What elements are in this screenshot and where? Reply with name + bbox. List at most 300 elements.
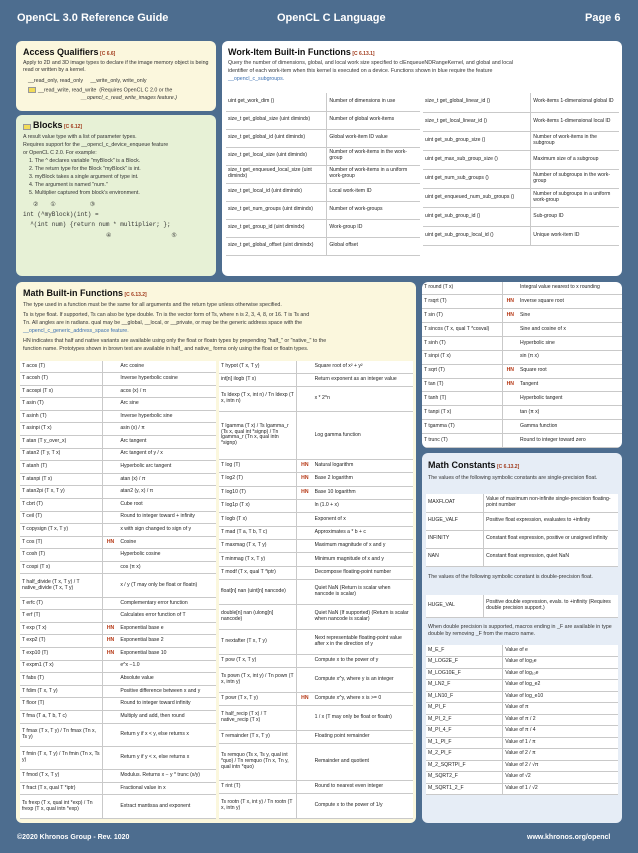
table-cell: Arc tangent bbox=[118, 436, 216, 449]
table-cell: sin (π x) bbox=[518, 350, 622, 364]
table-cell bbox=[102, 770, 118, 783]
table-cell: Square root of x² + y² bbox=[313, 361, 413, 373]
table-row bbox=[426, 703, 618, 715]
table-cell: T remainder (T x, T y) bbox=[219, 730, 297, 743]
table-row bbox=[423, 93, 619, 112]
table-cell: M_SQRT1_2_F bbox=[426, 783, 503, 795]
table-row bbox=[422, 406, 622, 420]
blocks-item: 2. The return type for the Block "myBlock" is int. bbox=[29, 166, 141, 172]
table-cell: T exp10 (T) bbox=[20, 648, 102, 661]
math-title-row bbox=[23, 288, 147, 299]
table-row bbox=[20, 461, 216, 474]
code-callouts-top: ② ① ③ bbox=[33, 201, 96, 208]
table-cell: Positive difference between x and y bbox=[118, 685, 216, 698]
table-cell: T fmin (T x, T y) / Tn fmin (Tn x, Ts y) bbox=[20, 746, 102, 769]
table-row bbox=[422, 364, 622, 378]
table-cell: Number of subgroups in the work-group bbox=[531, 169, 619, 188]
table-cell bbox=[297, 526, 313, 539]
table-cell bbox=[102, 398, 118, 411]
table-cell: T atanpi (T x) bbox=[20, 473, 102, 486]
table-cell: HN bbox=[502, 364, 518, 378]
table-row bbox=[20, 549, 216, 562]
table-row bbox=[219, 526, 413, 539]
table-cell bbox=[502, 336, 518, 350]
table-cell: float[n] nan (uint[n] nancode) bbox=[219, 580, 297, 605]
table-cell: tan (π x) bbox=[518, 406, 622, 420]
table-cell: Value of maximum non-infinite single-precision floating-point number bbox=[484, 494, 618, 512]
table-cell: Floating point remainder bbox=[313, 730, 413, 743]
table-cell: T log10 (T) bbox=[219, 486, 297, 499]
table-cell: double[n] nan (ulong[n] nancode) bbox=[219, 604, 297, 629]
table-cell: T rint (T) bbox=[219, 780, 297, 793]
code-line-2: ^(int num) {return num * multiplier; }; bbox=[23, 221, 171, 228]
table-cell: uint get_work_dim () bbox=[226, 93, 327, 111]
table-row bbox=[423, 112, 619, 131]
table-cell bbox=[102, 698, 118, 711]
table-cell bbox=[102, 673, 118, 686]
table-row bbox=[226, 219, 420, 237]
table-cell: Number of work-items in the work-group bbox=[327, 147, 420, 165]
table-row bbox=[219, 580, 413, 605]
table-row bbox=[20, 511, 216, 524]
table-cell: Value of √2 bbox=[503, 772, 618, 784]
table-row bbox=[219, 744, 413, 780]
math-desc: The type used in a function must be the same for all arguments and the return type unless otherwise specified. bbox=[23, 302, 282, 308]
table-cell: T minmag (T x, T y) bbox=[219, 553, 297, 566]
table-row bbox=[219, 486, 413, 499]
table-cell: x * 2^n bbox=[313, 387, 413, 412]
math-desc: Ts is type float. If supported, Ts can also be type double. Tn is the vector form of Ts, where n is 2, 3, 4, 8, or 16. T is Ts and bbox=[23, 312, 310, 318]
table-cell bbox=[502, 392, 518, 406]
table-cell bbox=[102, 685, 118, 698]
table-cell: T acos (T) bbox=[20, 361, 102, 373]
table-cell: M_LOG2E_F bbox=[426, 657, 503, 669]
table-cell: size_t get_global_id (uint dimindx) bbox=[226, 129, 327, 147]
table-row bbox=[226, 183, 420, 201]
table-row bbox=[426, 645, 618, 657]
table-row bbox=[426, 772, 618, 784]
table-cell: Value of log_e10 bbox=[503, 691, 618, 703]
access-desc: Apply to 2D and 3D image types to declare if the image memory object is being read or written by a kernel. bbox=[23, 60, 209, 73]
table-cell: Fractional value in x bbox=[118, 782, 216, 795]
table-row bbox=[226, 111, 420, 129]
table-cell: T round (T x) bbox=[422, 282, 502, 295]
table-cell: Work-group ID bbox=[327, 219, 420, 237]
table-cell: HN bbox=[297, 473, 313, 486]
table-cell: Inverse square root bbox=[518, 295, 622, 309]
table-cell: Square root bbox=[518, 364, 622, 378]
table-cell: uint get_sub_group_id () bbox=[423, 207, 531, 226]
table-cell: M_LOG10E_F bbox=[426, 668, 503, 680]
math-desc: function name. Prototypes shown in brown text are available in half_ and native_ forms only using the float or floatn types. bbox=[23, 346, 309, 352]
table-cell: Hyperbolic arc tangent bbox=[118, 461, 216, 474]
table-cell: T fract (T x, qual T *iptr) bbox=[20, 782, 102, 795]
table-cell: T trunc (T) bbox=[422, 434, 502, 448]
table-cell: Inverse hyperbolic sine bbox=[118, 410, 216, 423]
table-cell: Work-items 1-dimensional local ID bbox=[531, 112, 619, 131]
table-cell bbox=[297, 629, 313, 654]
table-row bbox=[426, 668, 618, 680]
table-cell bbox=[102, 385, 118, 398]
table-cell: NAN bbox=[426, 548, 484, 566]
table-cell: T fmax (T x, T y) / Tn fmax (Tn x, Ts y) bbox=[20, 723, 102, 746]
table-cell: uint get_num_sub_groups () bbox=[423, 169, 531, 188]
table-cell bbox=[102, 448, 118, 461]
table-cell: T sqrt (T) bbox=[422, 364, 502, 378]
blocks-title: Blocks bbox=[33, 120, 63, 130]
table-cell: T tanpi (T x) bbox=[422, 406, 502, 420]
table-row bbox=[20, 782, 216, 795]
table-cell: Round to integer toward zero bbox=[518, 434, 622, 448]
guide-title: OpenCL 3.0 Reference Guide bbox=[17, 12, 169, 24]
table-cell: size_t get_global_linear_id () bbox=[423, 93, 531, 112]
table-cell: Number of work-items in a uniform work-group bbox=[327, 165, 420, 183]
table-cell bbox=[297, 654, 313, 667]
table-cell: Arc cosine bbox=[118, 361, 216, 373]
table-row bbox=[422, 420, 622, 434]
table-cell: Ts pown (T x, int y) / Tn pown (T x, intn y) bbox=[219, 667, 297, 692]
table-cell: size_t get_global_offset (uint dimindx) bbox=[226, 237, 327, 255]
table-cell: T acospi (T x) bbox=[20, 385, 102, 398]
table-cell: HN bbox=[102, 536, 118, 549]
table-cell: Extract mantissa and exponent bbox=[118, 795, 216, 819]
table-cell: T atan2 (T y, T x) bbox=[20, 448, 102, 461]
table-row bbox=[219, 459, 413, 472]
table-row bbox=[422, 336, 622, 350]
table-row bbox=[422, 350, 622, 364]
page-header bbox=[0, 0, 638, 34]
table-row bbox=[20, 622, 216, 635]
table-cell: Log gamma function bbox=[313, 412, 413, 460]
table-row bbox=[20, 673, 216, 686]
table-cell: Return y if x < y, else returns x bbox=[118, 723, 216, 746]
table-row bbox=[422, 309, 622, 323]
table-cell: HUGE_VAL bbox=[426, 595, 484, 617]
table-cell: Value of log₁₀e bbox=[503, 668, 618, 680]
table-row bbox=[426, 494, 618, 512]
table-cell: Value of π / 2 bbox=[503, 714, 618, 726]
table-cell bbox=[102, 561, 118, 574]
table-cell: Value of e bbox=[503, 645, 618, 657]
table-cell: HN bbox=[502, 295, 518, 309]
table-cell bbox=[102, 574, 118, 597]
math-title: Math Built-in Functions bbox=[23, 288, 123, 298]
workitem-title-row bbox=[228, 47, 375, 58]
table-cell: Gamma function bbox=[518, 420, 622, 434]
table-cell: asin (x) / π bbox=[118, 423, 216, 436]
table-row bbox=[426, 714, 618, 726]
workitem-right-table bbox=[423, 93, 619, 246]
table-cell: Number of global work-items bbox=[327, 111, 420, 129]
blocks-desc-2: Requires support for the __opencl_c_device_enqueue feature bbox=[23, 142, 169, 148]
consts-section: [C 6.13.2] bbox=[497, 464, 520, 470]
table-cell bbox=[102, 549, 118, 562]
table-cell: T cbrt (T) bbox=[20, 498, 102, 511]
table-cell bbox=[297, 412, 313, 460]
blocks-title-row bbox=[23, 120, 82, 131]
table-cell bbox=[102, 498, 118, 511]
table-cell: Constant float expression, positive or unsigned infinity bbox=[484, 530, 618, 548]
table-cell: Complementary error function bbox=[118, 597, 216, 610]
table-cell: Compute x^y, where y is an integer bbox=[313, 667, 413, 692]
blocks-box bbox=[16, 115, 216, 276]
math-box bbox=[16, 282, 416, 823]
table-row bbox=[226, 165, 420, 183]
table-cell: Value of 2 / √π bbox=[503, 760, 618, 772]
table-cell: T tan (T) bbox=[422, 378, 502, 392]
table-cell: cos (π x) bbox=[118, 561, 216, 574]
table-cell: T lgamma (T x) / Ts lgamma_r (Ts x, qual int *signp) / Tn lgamma_r (Tn x, qual intn *signp) bbox=[219, 412, 297, 460]
table-cell: HN bbox=[297, 486, 313, 499]
workitem-desc: identifier of each work-item when this kernel is executed on a device. Functions shown in blue require the feature bbox=[228, 68, 493, 74]
table-cell: HN bbox=[297, 692, 313, 705]
table-cell: HN bbox=[502, 378, 518, 392]
table-row bbox=[426, 530, 618, 548]
table-row bbox=[20, 486, 216, 499]
table-cell: T powr (T x, T y) bbox=[219, 692, 297, 705]
table-cell: M_PI_2_F bbox=[426, 714, 503, 726]
table-cell: Natural logarithm bbox=[313, 459, 413, 472]
table-row bbox=[423, 150, 619, 169]
access-qualifiers-box bbox=[16, 41, 216, 111]
table-cell bbox=[102, 710, 118, 723]
table-cell: Value of π / 4 bbox=[503, 726, 618, 738]
table-row bbox=[426, 548, 618, 566]
table-cell: Multiply and add, then round bbox=[118, 710, 216, 723]
table-cell: Hyperbolic cosine bbox=[118, 549, 216, 562]
table-cell: Number of work-items in the subgroup bbox=[531, 131, 619, 150]
table-cell: uint get_enqueued_num_sub_groups () bbox=[423, 188, 531, 207]
table-cell: size_t get_num_groups (uint dimindx) bbox=[226, 201, 327, 219]
page-number: Page 6 bbox=[585, 12, 621, 24]
table-cell: Ts remquo (Ts x, Ts y, qual int *quo) / Tn remquo (Tn x, Tn y, qual intn *quo) bbox=[219, 744, 297, 780]
table-cell: T copysign (T x, T y) bbox=[20, 524, 102, 537]
table-cell: ln (1.0 + x) bbox=[313, 499, 413, 512]
table-cell bbox=[102, 486, 118, 499]
table-row bbox=[219, 473, 413, 486]
workitem-desc: __opencl_c_subgroups. bbox=[228, 76, 285, 82]
workitem-desc: Query the number of dimensions, global, and local work size specified to clEnqueueNDRangeKernel, and global and local bbox=[228, 60, 514, 66]
table-cell: size_t get_group_id (uint dimindx) bbox=[226, 219, 327, 237]
table-cell: T floor (T) bbox=[20, 698, 102, 711]
table-cell bbox=[502, 406, 518, 420]
table-row bbox=[20, 473, 216, 486]
website-link[interactable]: www.khronos.org/opencl bbox=[527, 834, 611, 841]
feature-marker-icon bbox=[23, 124, 31, 130]
table-cell: T expm1 (T x) bbox=[20, 660, 102, 673]
table-cell: MAXFLOAT bbox=[426, 494, 484, 512]
table-cell: T cos (T) bbox=[20, 536, 102, 549]
table-cell bbox=[102, 746, 118, 769]
table-cell: T fmod (T x, T y) bbox=[20, 770, 102, 783]
table-cell bbox=[297, 780, 313, 793]
table-row bbox=[422, 323, 622, 337]
table-cell: T sincos (T x, qual T *cosval) bbox=[422, 323, 502, 337]
table-row bbox=[219, 412, 413, 460]
table-cell: T erfc (T) bbox=[20, 597, 102, 610]
table-row bbox=[423, 226, 619, 245]
table-cell: size_t get_local_linear_id () bbox=[423, 112, 531, 131]
table-cell bbox=[502, 323, 518, 337]
access-row-2: __read_write, read_write (Requires OpenCL C 2.0 or the bbox=[28, 87, 172, 94]
math-col-1 bbox=[20, 361, 216, 819]
workitem-box bbox=[222, 41, 622, 276]
access-section: [C 6.6] bbox=[100, 51, 116, 57]
table-row bbox=[226, 237, 420, 255]
table-cell: M_2_PI_F bbox=[426, 749, 503, 761]
table-cell: M_E_F bbox=[426, 645, 503, 657]
table-cell: Sine and cosine of x bbox=[518, 323, 622, 337]
table-row bbox=[20, 574, 216, 597]
table-cell: T sinpi (T x) bbox=[422, 350, 502, 364]
table-cell: T pow (T x, T y) bbox=[219, 654, 297, 667]
table-row bbox=[20, 448, 216, 461]
table-cell bbox=[297, 667, 313, 692]
table-cell: T cospi (T x) bbox=[20, 561, 102, 574]
table-cell: Constant float expression, quiet NaN bbox=[484, 548, 618, 566]
table-row bbox=[426, 737, 618, 749]
table-row bbox=[426, 657, 618, 669]
table-cell: Quiet NaN (If supported) (Return is scalar when nancode is scalar) bbox=[313, 604, 413, 629]
table-cell: Sine bbox=[518, 309, 622, 323]
table-cell: Value of log₂e bbox=[503, 657, 618, 669]
table-row bbox=[219, 373, 413, 386]
table-row bbox=[422, 392, 622, 406]
table-cell: Compute x to the power of 1/y bbox=[313, 793, 413, 818]
table-row bbox=[219, 629, 413, 654]
table-cell: T modf (T x, qual T *iptr) bbox=[219, 566, 297, 579]
table-row bbox=[219, 387, 413, 412]
table-cell: Base 2 logarithm bbox=[313, 473, 413, 486]
table-cell: Minimum magnitude of x and y bbox=[313, 553, 413, 566]
table-row bbox=[20, 746, 216, 769]
table-cell: Number of subgroups in a uniform work-group bbox=[531, 188, 619, 207]
math-section: [C 6.13.2] bbox=[124, 292, 147, 298]
table-cell: Compute x^y, where x is >= 0 bbox=[313, 692, 413, 705]
table-row bbox=[219, 706, 413, 731]
table-cell: Return exponent as an integer value bbox=[313, 373, 413, 386]
table-row bbox=[422, 434, 622, 448]
table-cell: T nextafter (T x, T y) bbox=[219, 629, 297, 654]
table-row bbox=[219, 692, 413, 705]
table-cell: Number of dimensions in use bbox=[327, 93, 420, 111]
table-cell: M_2_SQRTPI_F bbox=[426, 760, 503, 772]
table-cell: Positive double expression, evals. to +infinity (Requires double precision support.) bbox=[484, 595, 618, 617]
table-row bbox=[20, 648, 216, 661]
table-cell: M_SQRT2_F bbox=[426, 772, 503, 784]
access-row-1: __read_only, read_only __write_only, write_only bbox=[28, 78, 147, 84]
table-row bbox=[426, 783, 618, 795]
table-cell: Value of log_e2 bbox=[503, 680, 618, 692]
table-cell bbox=[502, 434, 518, 448]
table-cell: Positive float expression, evaluates to +infinity bbox=[484, 512, 618, 530]
access-row-3: __opencl_c_read_write_images feature.) bbox=[81, 95, 177, 101]
table-row bbox=[426, 691, 618, 703]
table-cell: Tangent bbox=[518, 378, 622, 392]
table-cell: Global offset bbox=[327, 237, 420, 255]
table-cell: HN bbox=[102, 648, 118, 661]
table-row bbox=[219, 553, 413, 566]
table-row bbox=[20, 373, 216, 386]
table-cell bbox=[297, 540, 313, 553]
table-cell: Calculates error function of T bbox=[118, 610, 216, 623]
table-cell bbox=[297, 387, 313, 412]
table-cell: HN bbox=[502, 309, 518, 323]
table-row bbox=[20, 361, 216, 373]
table-row bbox=[219, 540, 413, 553]
table-cell: T asinpi (T x) bbox=[20, 423, 102, 436]
table-row bbox=[20, 498, 216, 511]
table-cell bbox=[502, 420, 518, 434]
table-cell: T log2 (T) bbox=[219, 473, 297, 486]
table-cell: T log (T) bbox=[219, 459, 297, 472]
table-cell: Inverse hyperbolic cosine bbox=[118, 373, 216, 386]
table-cell bbox=[102, 361, 118, 373]
table-cell: Exponential base 10 bbox=[118, 648, 216, 661]
table-cell: Exponent of x bbox=[313, 513, 413, 526]
table-cell: T ceil (T) bbox=[20, 511, 102, 524]
table-cell: M_PI_4_F bbox=[426, 726, 503, 738]
consts-single-table bbox=[426, 494, 618, 567]
table-cell: Exponential base 2 bbox=[118, 635, 216, 648]
table-cell: Exponential base e bbox=[118, 622, 216, 635]
consts-title: Math Constants bbox=[428, 460, 496, 470]
blocks-desc-1: A result value type with a list of parameter types. bbox=[23, 134, 137, 140]
table-cell: Return y if y < x, else returns x bbox=[118, 746, 216, 769]
table-cell: INFINITY bbox=[426, 530, 484, 548]
table-cell: size_t get_enqueued_local_size (uint dimindx) bbox=[226, 165, 327, 183]
table-cell bbox=[297, 580, 313, 605]
math-desc: Tn. All angles are in radians. qual may be __global, __local, or __private, or may be the generic address space with the bbox=[23, 320, 303, 326]
table-row bbox=[226, 129, 420, 147]
access-title: Access Qualifiers bbox=[23, 47, 99, 57]
feature-marker-icon bbox=[28, 87, 36, 93]
table-cell bbox=[102, 782, 118, 795]
table-cell: Approximates a * b + c bbox=[313, 526, 413, 539]
table-row bbox=[20, 610, 216, 623]
math-desc: HN indicates that half and native variants are available using only the float or floatn types by prepending "half_" or "native_" to the bbox=[23, 338, 327, 344]
table-cell: T maxmag (T x, T y) bbox=[219, 540, 297, 553]
table-row bbox=[423, 188, 619, 207]
table-row bbox=[20, 524, 216, 537]
table-cell: M_PI_F bbox=[426, 703, 503, 715]
consts-desc-1: The values of the following symbolic constants are single-precision float. bbox=[428, 475, 598, 481]
table-cell bbox=[102, 373, 118, 386]
workitem-section: [C 6.13.1] bbox=[352, 51, 375, 57]
table-cell: Next representable floating-point value after x in the direction of y bbox=[313, 629, 413, 654]
math-col-3 bbox=[422, 282, 622, 448]
table-row bbox=[20, 536, 216, 549]
table-row bbox=[422, 282, 622, 295]
table-cell: Round to integer toward infinity bbox=[118, 698, 216, 711]
table-cell: T half_recip (T x) / T native_recip (T x) bbox=[219, 706, 297, 731]
table-row bbox=[423, 207, 619, 226]
table-cell: Arc sine bbox=[118, 398, 216, 411]
consts-double-table bbox=[426, 595, 618, 618]
table-row bbox=[20, 685, 216, 698]
table-cell bbox=[297, 744, 313, 780]
table-cell: Local work-item ID bbox=[327, 183, 420, 201]
table-cell: T erf (T) bbox=[20, 610, 102, 623]
workitem-left-table bbox=[226, 93, 420, 256]
table-cell: T rsqrt (T) bbox=[422, 295, 502, 309]
table-cell bbox=[102, 436, 118, 449]
table-row bbox=[20, 770, 216, 783]
table-cell: int[n] ilogb (T x) bbox=[219, 373, 297, 386]
table-row bbox=[20, 795, 216, 819]
table-cell: Absolute value bbox=[118, 673, 216, 686]
table-row bbox=[219, 566, 413, 579]
